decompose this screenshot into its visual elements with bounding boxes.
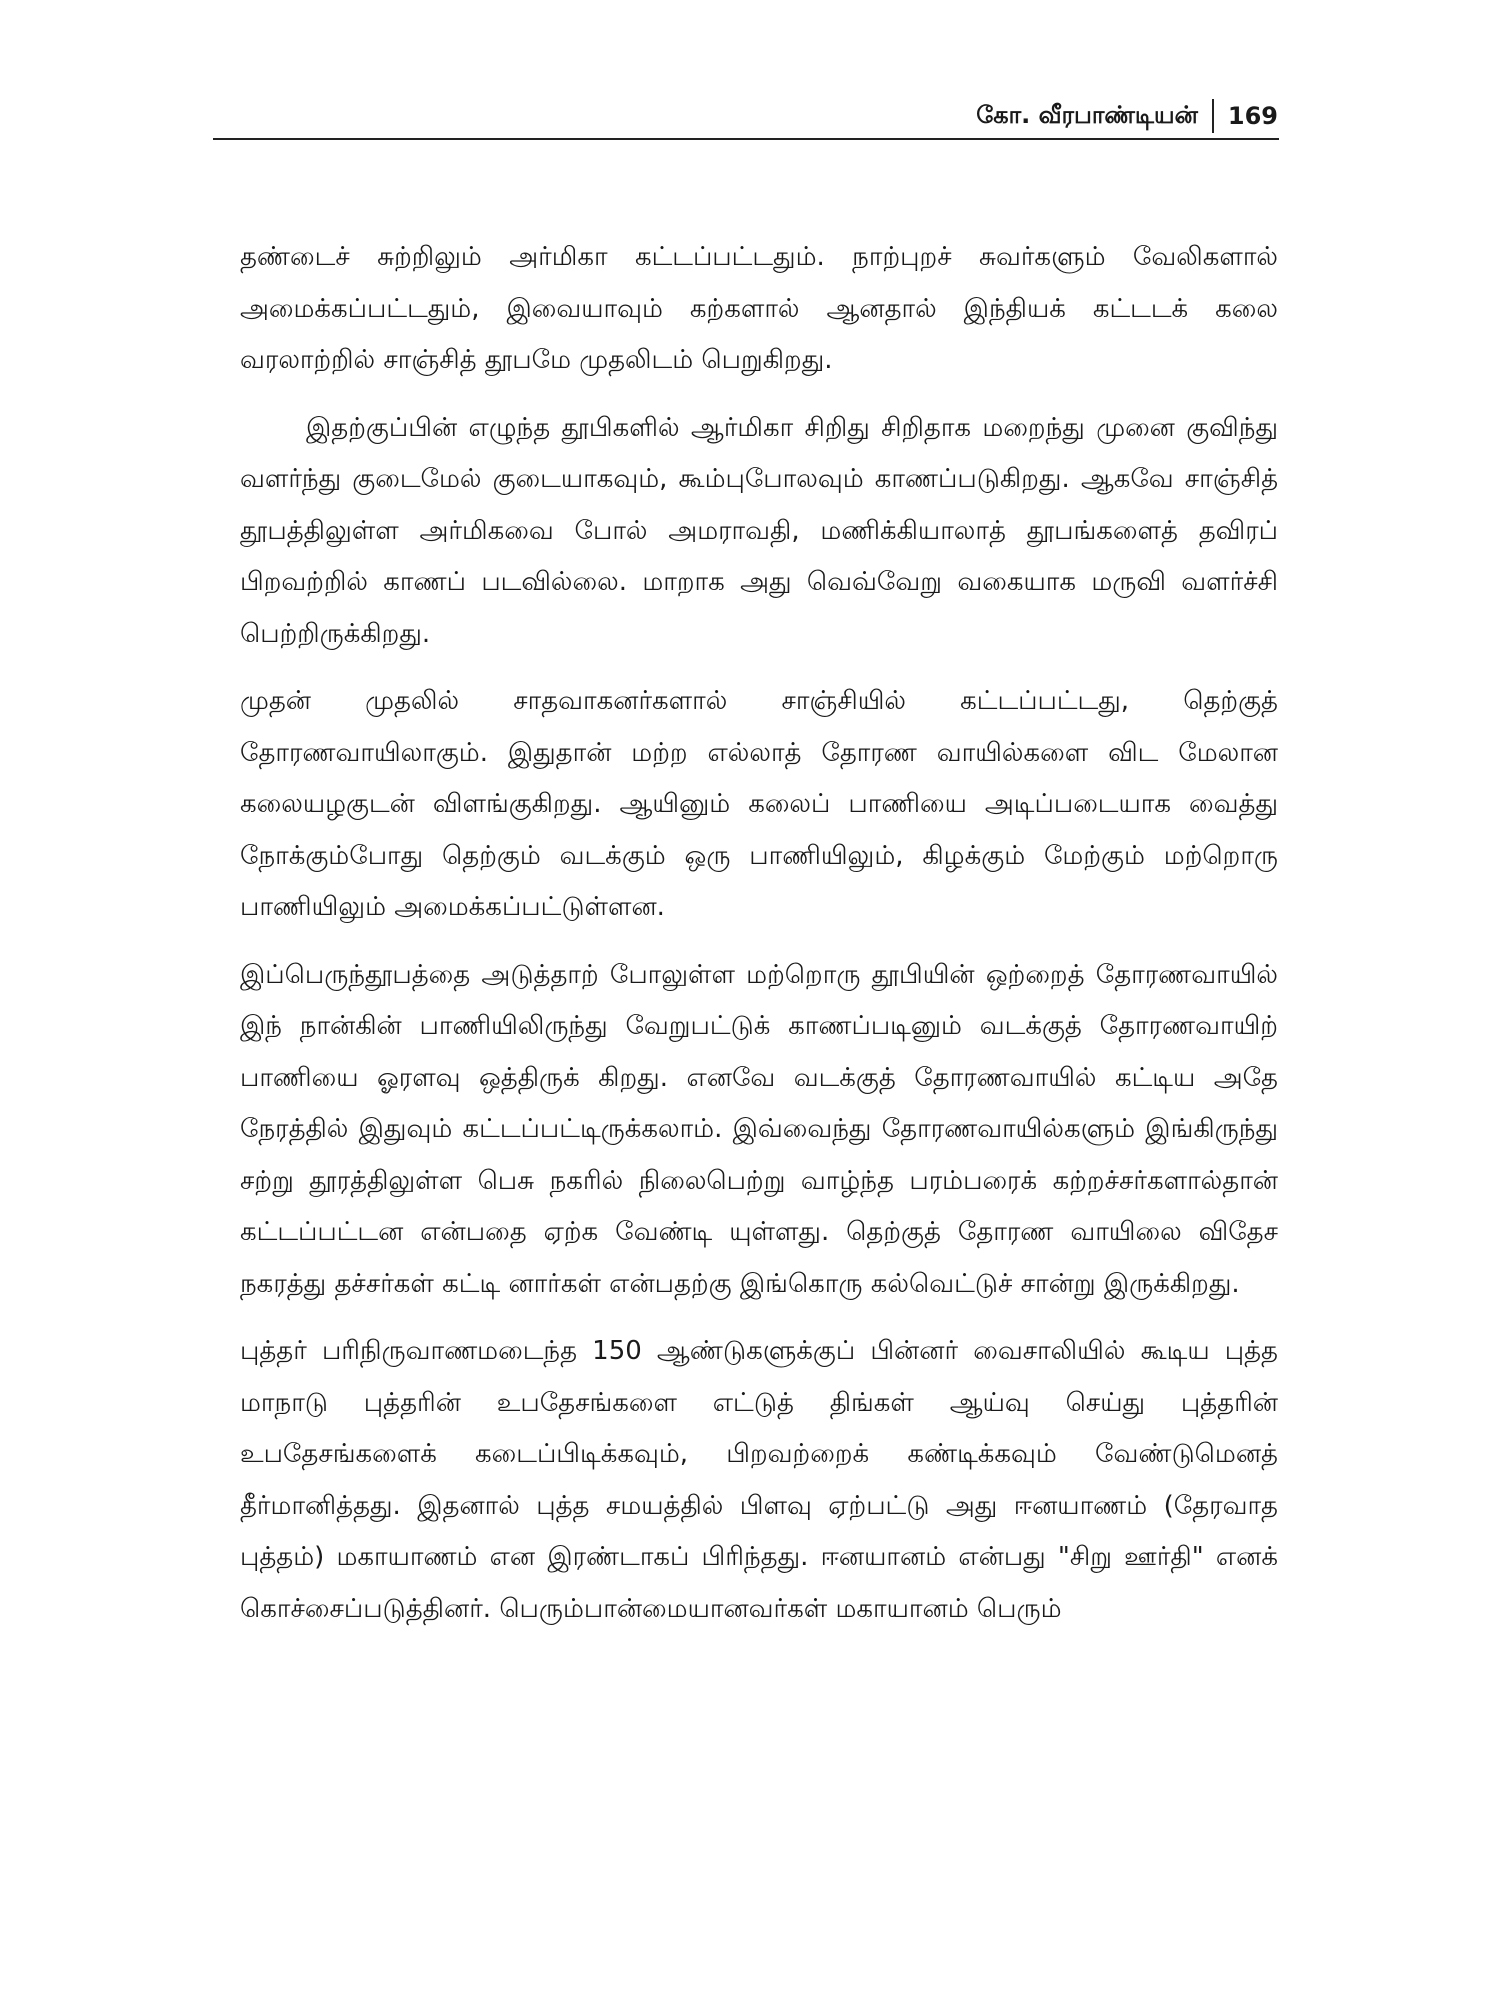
paragraph-3: முதன் முதலில் சாதவாகனர்களால் சாஞ்சியில் கட்டப்பட்டது, தெற்குத் தோரணவாயிலாகும். இதுதான் மற்ற எல்லாத் தோரண வாயில்களை விட மேலான கலையழகுடன் விளங்குகிறது. ஆயினும் கலைப் பாணியை அடிப்படையாக வைத்து நோக்கும்போது தெற்கும் வடக்கும் ஒரு பாணியிலும், கிழக்கும் மேற்கும் மற்றொரு பாணியிலும் அமைக்கப்பட்டுள்ளன. bbox=[240, 686, 1278, 922]
running-header bbox=[976, 96, 1278, 136]
page-number: 169 bbox=[1227, 102, 1278, 130]
header-separator bbox=[1212, 99, 1214, 133]
paragraph-5: புத்தர் பரிநிருவாணமடைந்த 150 ஆண்டுகளுக்குப் பின்னர் வைசாலியில் கூடிய புத்த மாநாடு புத்தரின் உபதேசங்களை எட்டுத் திங்கள் ஆய்வு செய்து புத்தரின் உபதேசங்களைக் கடைப்பிடிக்கவும், பிறவற்றைக் கண்டிக்கவும் வேண்டுமெனத் தீர்மானித்தது. இதனால் புத்த சமயத்தில் பிளவு ஏற்பட்டு அது ஈனயாணம் (தேரவாத புத்தம்) மகாயாணம் என இரண்டாகப் பிரிந்தது. ஈனயானம் என்பது "சிறு ஊர்தி" எனக் கொச்சைப்படுத்தினர். பெரும்பான்மையானவர்கள் மகாயானம் பெரும் bbox=[240, 1336, 1278, 1624]
header-rule bbox=[213, 138, 1279, 140]
header-author: கோ. வீரபாண்டியன் bbox=[976, 100, 1198, 129]
paragraph-2: இதற்குப்பின் எழுந்த தூபிகளில் ஆர்மிகா சிறிது சிறிதாக மறைந்து முனை குவிந்து வளர்ந்து குடைமேல் குடையாகவும், கூம்புபோலவும் காணப்படுகிறது. ஆகவே சாஞ்சித் தூபத்திலுள்ள அர்மிகவை போல் அமராவதி, மணிக்கியாலாத் தூபங்களைத் தவிரப் பிறவற்றில் காணப் படவில்லை. மாறாக அது வெவ்வேறு வகையாக மருவி வளர்ச்சி பெற்றிருக்கிறது. bbox=[240, 412, 1278, 649]
paragraph-1: தண்டைச் சுற்றிலும் அர்மிகா கட்டப்பட்டதும். நாற்புறச் சுவர்களும் வேலிகளால் அமைக்கப்பட்டதும், இவையாவும் கற்களால் ஆனதால் இந்தியக் கட்டடக் கலை வரலாற்றில் சாஞ்சித் தூபமே முதலிடம் பெறுகிறது. bbox=[240, 242, 1278, 375]
paragraph-4: இப்பெருந்தூபத்தை அடுத்தாற் போலுள்ள மற்றொரு தூபியின் ஒற்றைத் தோரணவாயில் இந் நான்கின் பாணியிலிருந்து வேறுபட்டுக் காணப்படினும் வடக்குத் தோரணவாயிற் பாணியை ஓரளவு ஒத்திருக் கிறது. எனவே வடக்குத் தோரணவாயில் கட்டிய அதே நேரத்தில் இதுவும் கட்டப்பட்டிருக்கலாம். இவ்வைந்து தோரணவாயில்களும் இங்கிருந்து சற்று தூரத்திலுள்ள பெசு நகரில் நிலைபெற்று வாழ்ந்த பரம்பரைக் கற்றச்சர்களால்தான் கட்டப்பட்டன என்பதை ஏற்க வேண்டி யுள்ளது. தெற்குத் தோரண வாயிலை விதேச நகரத்து தச்சர்கள் கட்டி னார்கள் என்பதற்கு இங்கொரு கல்வெட்டுச் சான்று இருக்கிறது. bbox=[240, 959, 1278, 1299]
body-text bbox=[240, 232, 1278, 1651]
